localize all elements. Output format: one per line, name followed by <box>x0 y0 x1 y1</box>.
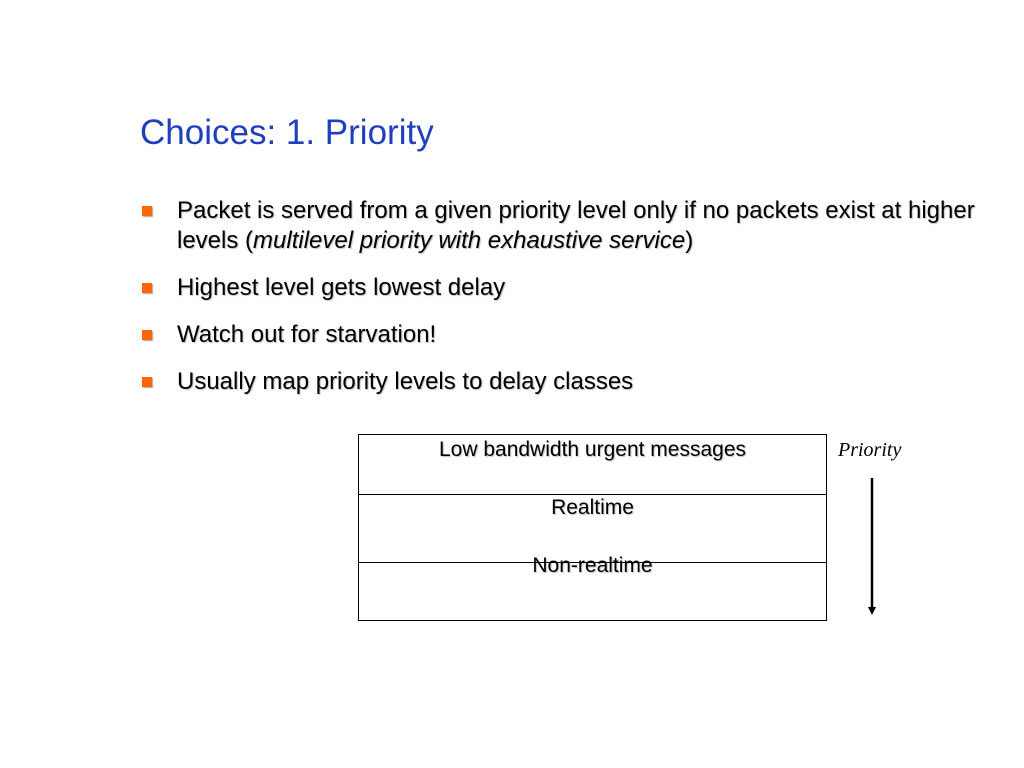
bullet-text-italic: multilevel priority with exhaustive service <box>253 227 686 254</box>
level-label-non-realtime: Non-realtime <box>532 554 653 577</box>
bullet-item <box>140 320 1000 350</box>
priority-axis-label: Priority <box>838 439 902 461</box>
square-bullet-icon <box>142 330 152 340</box>
bullet-text-before: Packet is served from a given priority level only if no packets exist at higher levels ( <box>177 197 975 254</box>
square-bullet-icon <box>142 206 152 216</box>
bullet-text: Highest level gets lowest delay <box>177 274 506 301</box>
slide-title: Choices: 1. Priority <box>140 113 434 152</box>
bullet-item <box>140 273 1000 303</box>
bullet-list <box>140 196 1000 414</box>
priority-queue-diagram <box>358 434 827 621</box>
level-label-urgent: Low bandwidth urgent messages <box>438 438 747 461</box>
bullet-item <box>140 367 1000 397</box>
bullet-text-after: ) <box>685 227 694 254</box>
down-arrow-icon <box>862 476 882 616</box>
bullet-text <box>177 197 975 254</box>
level-label-realtime: Realtime <box>551 496 634 519</box>
bullet-text: Watch out for starvation! <box>177 321 437 348</box>
bullet-text: Usually map priority levels to delay classes <box>177 368 634 395</box>
square-bullet-icon <box>142 283 152 293</box>
square-bullet-icon <box>142 377 152 387</box>
bullet-item <box>140 196 1000 256</box>
